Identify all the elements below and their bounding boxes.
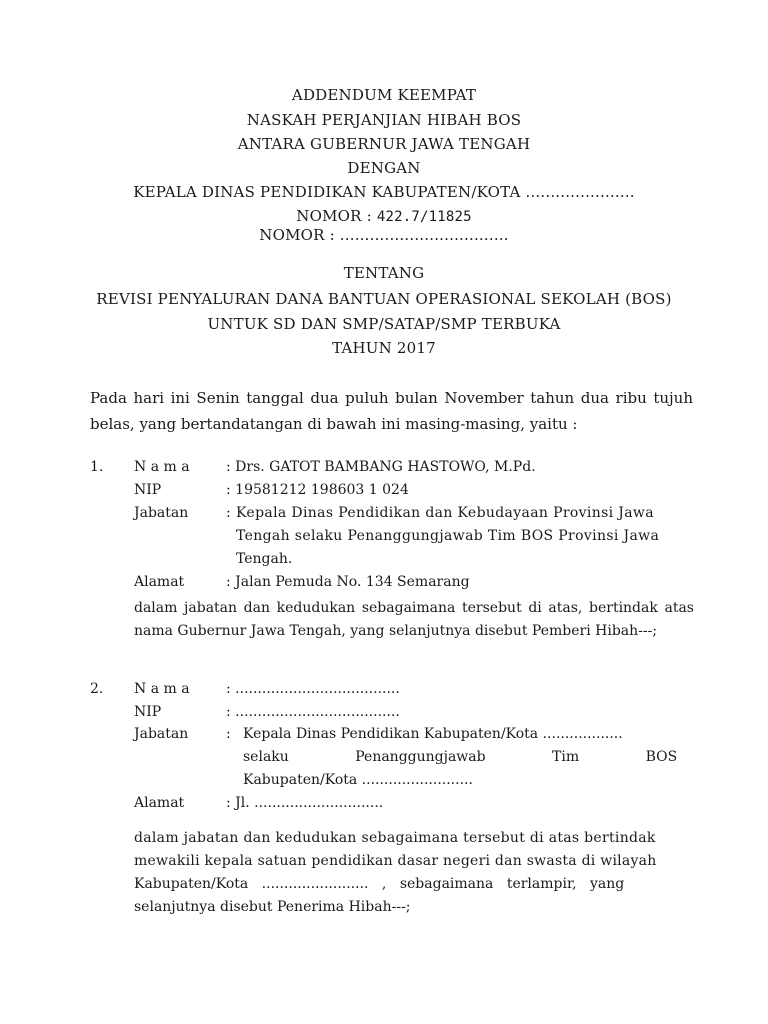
intro-paragraph: Pada hari ini Senin tanggal dua puluh bulan November tahun dua ribu tujuh belas, yang bertandatangan di bawah ini masing-masing, yaitu : <box>90 389 693 433</box>
party-1-number: 1. <box>90 459 104 475</box>
party-2-clause-line-3: Kabupaten/Kota ........................ , sebagaimana terlampir, yang <box>134 876 625 892</box>
party-1-jabatan-colon: : <box>226 505 231 521</box>
party-2-nip-value: : ..................................... <box>226 704 400 720</box>
party-2-jabatan-label: Jabatan <box>134 726 189 742</box>
party-2-jabatan-colon: : <box>226 726 231 742</box>
doc-title: ADDENDUM KEEMPAT <box>291 86 477 104</box>
subject-line-2: UNTUK SD DAN SMP/SATAP/SMP TERBUKA <box>207 315 561 333</box>
party-2-nama-label: N a m a <box>134 681 190 697</box>
party-2-clause-line-1: dalam jabatan dan kedudukan sebagaimana tersebut di atas bertindak <box>134 830 656 846</box>
party-1-alamat-value: : Jalan Pemuda No. 134 Semarang <box>226 574 470 590</box>
party-2-jabatan-line-1: Kepala Dinas Pendidikan Kabupaten/Kota .................. <box>243 726 623 742</box>
nomor-line-1 <box>0 207 768 225</box>
party-2-clause-line-4: selanjutnya disebut Penerima Hibah---; <box>134 899 411 915</box>
party-2-jabatan-line-2: selaku Penanggungjawab Tim BOS <box>243 749 678 765</box>
party-2-jabatan-line-3: Kabupaten/Kota ......................... <box>243 772 473 788</box>
doc-kepala-dinas-line: KEPALA DINAS PENDIDIKAN KABUPATEN/KOTA ...................... <box>133 183 635 201</box>
party-1-clause: dalam jabatan dan kedudukan sebagaimana tersebut di atas, bertindak atas nama Gubernur Jawa Tengah, yang selanjutnya disebut Pemberi Hibah---; <box>134 600 694 639</box>
nomor-label: NOMOR : <box>296 207 372 225</box>
party-1-alamat-label: Alamat <box>134 574 185 590</box>
party-2-alamat-label: Alamat <box>134 795 185 811</box>
tentang-heading: TENTANG <box>343 264 425 282</box>
party-1-nip-value: : 19581212 198603 1 024 <box>226 482 409 498</box>
doc-parties-line: ANTARA GUBERNUR JAWA TENGAH <box>237 135 531 153</box>
doc-subtitle: NASKAH PERJANJIAN HIBAH BOS <box>246 111 522 129</box>
subject-year: TAHUN 2017 <box>332 339 436 357</box>
jabatan-text: Tengah selaku Penanggungjawab Tim BOS Provinsi Jawa <box>236 528 660 544</box>
party-2-nama-value: : ..................................... <box>226 681 400 697</box>
party-1-nip-label: NIP <box>134 482 162 498</box>
jabatan-text: Kepala Dinas Pendidikan dan Kebudayaan Provinsi Jawa <box>236 505 654 521</box>
party-1-nama-label: N a m a <box>134 459 190 475</box>
party-2-clause-line-2: mewakili kepala satuan pendidikan dasar negeri dan swasta di wilayah <box>134 853 657 869</box>
doc-dengan: DENGAN <box>347 159 421 177</box>
party-1-nama-value: : Drs. GATOT BAMBANG HASTOWO, M.Pd. <box>226 459 536 475</box>
party-1-jabatan-label: Jabatan <box>134 505 189 521</box>
party-2-nip-label: NIP <box>134 704 162 720</box>
party-1-jabatan-line-2 <box>236 528 693 544</box>
party-2-number: 2. <box>90 681 104 697</box>
nomor-line-2: NOMOR : .................................. <box>259 226 509 244</box>
subject-line-1: REVISI PENYALURAN DANA BANTUAN OPERASIONAL SEKOLAH (BOS) <box>96 290 672 308</box>
party-1-jabatan-line-3: Tengah. <box>236 551 293 567</box>
party-1-jabatan-line-1 <box>236 505 693 521</box>
party-2-alamat-value: : Jl. ............................. <box>226 795 384 811</box>
nomor-value: 422.7/11825 <box>376 209 472 225</box>
